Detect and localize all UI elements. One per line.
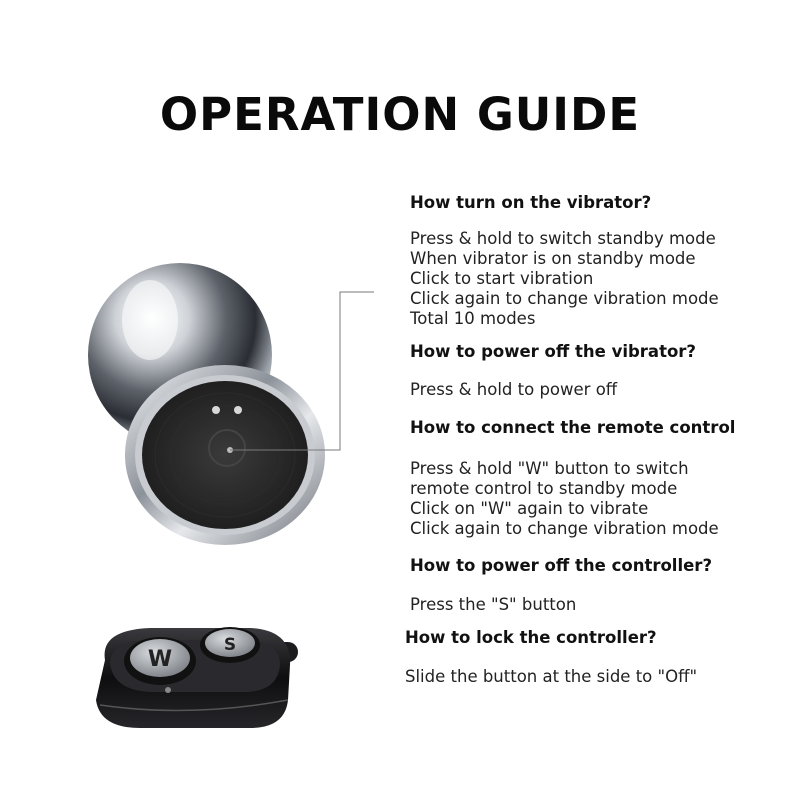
answer-line: Click on "W" again to vibrate [410, 499, 649, 518]
answer-turn-on [410, 229, 719, 329]
question-connect-remote: How to connect the remote control [410, 418, 736, 437]
svg-text:S: S [223, 635, 237, 655]
answer-line: Click again to change vibration mode [410, 289, 719, 308]
answer-line: Press & hold to power off [410, 380, 618, 399]
question-lock-controller: How to lock the controller? [405, 628, 657, 647]
answer-line: Click again to change vibration mode [410, 519, 719, 538]
answer-line: Total 10 modes [410, 309, 536, 328]
answer-line: Press & hold "W" button to switch [410, 459, 689, 478]
answer-power-off-vibrator [410, 380, 617, 400]
remote-control-icon [96, 627, 298, 728]
page-title: OPERATION GUIDE [159, 88, 641, 141]
question-turn-on: How turn on the vibrator? [410, 193, 652, 212]
answer-power-off-controller [410, 595, 576, 615]
answer-line: Click to start vibration [410, 269, 594, 288]
svg-text:W: W [147, 647, 173, 672]
answer-line: When vibrator is on standby mode [410, 249, 696, 268]
answer-line: Press the "S" button [410, 595, 577, 614]
answer-line: Press & hold to switch standby mode [410, 229, 716, 248]
answer-line: remote control to standby mode [410, 479, 678, 498]
answer-connect-remote [410, 459, 719, 539]
question-power-off-vibrator: How to power off the vibrator? [410, 342, 697, 361]
answer-lock-controller [405, 667, 697, 687]
metal-plug-icon [88, 263, 325, 545]
question-power-off-controller: How to power off the controller? [410, 556, 713, 575]
answer-line: Slide the button at the side to "Off" [405, 667, 698, 686]
